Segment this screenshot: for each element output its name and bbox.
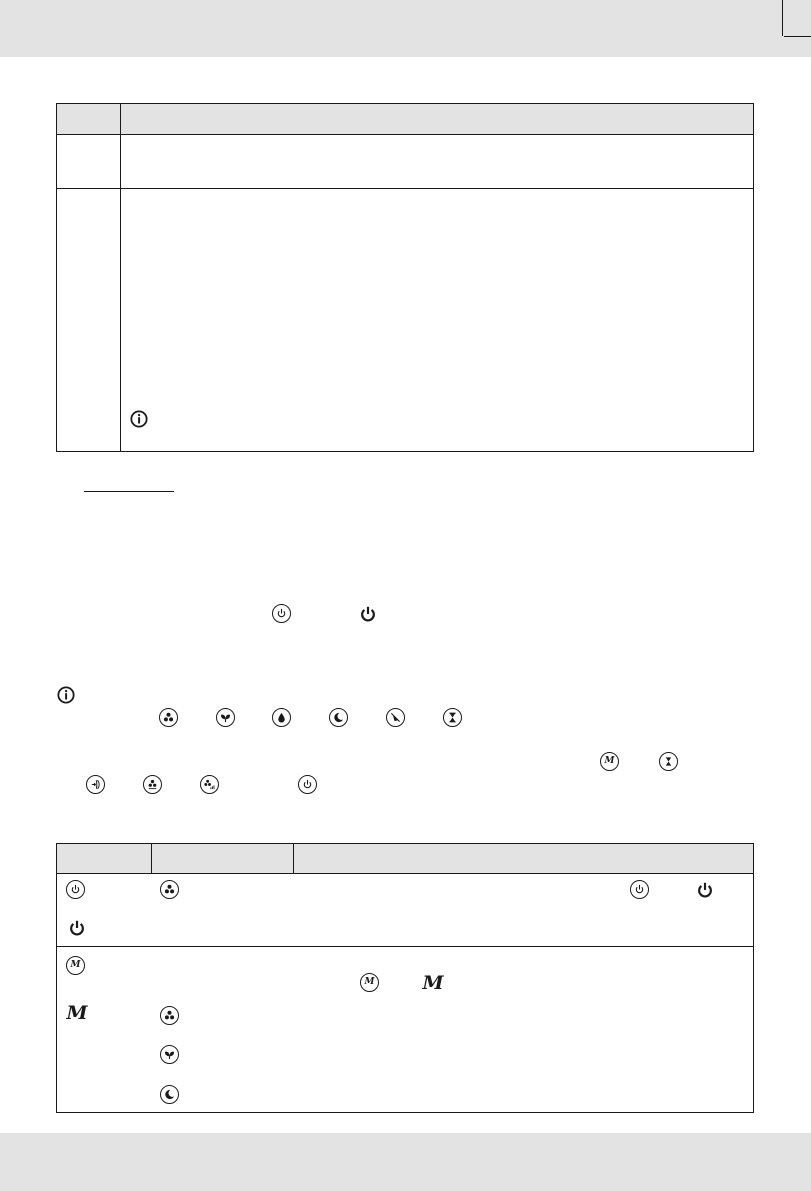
- table-2-header: [57, 844, 753, 874]
- light-off-icon: [386, 708, 405, 727]
- power-button-icon: [66, 880, 85, 899]
- footer-band: [0, 1133, 811, 1191]
- m-indicator-icon: [67, 1003, 87, 1023]
- reset-filter-icon: [86, 775, 105, 794]
- leaf-icon: [160, 1045, 179, 1064]
- power-indicator-icon: [695, 880, 715, 900]
- moon-icon: [160, 1085, 179, 1104]
- table-1-header: [57, 104, 753, 135]
- power-button-icon: [630, 880, 649, 899]
- m-button-letter: M: [70, 960, 81, 970]
- fan-speed-bars-icon: [200, 775, 219, 794]
- table-2-row-divider: [57, 946, 753, 947]
- header-band: [0, 0, 811, 57]
- table-2-header-divider-2: [293, 844, 294, 873]
- table-1: [56, 103, 754, 452]
- info-icon: [56, 685, 76, 705]
- section-heading-underline: [84, 491, 174, 492]
- table-2: [56, 843, 754, 1113]
- timer-icon: [443, 708, 462, 727]
- m-button-letter: M: [604, 756, 615, 766]
- fan-icon: [159, 708, 178, 727]
- fan-icon: [160, 1006, 179, 1025]
- info-icon: [129, 409, 149, 429]
- m-indicator-icon: [423, 973, 443, 993]
- m-button-letter: M: [364, 977, 375, 987]
- m-button-icon: [360, 973, 379, 992]
- power-button-icon: [298, 775, 317, 794]
- table-1-row-divider: [57, 188, 753, 189]
- m-indicator-letter: M: [422, 971, 444, 994]
- m-indicator-letter: M: [66, 1001, 88, 1024]
- m-button-icon: [600, 752, 619, 771]
- droplet-icon: [272, 708, 291, 727]
- crop-mark-horizontal: [784, 36, 811, 37]
- power-indicator-icon: [358, 604, 378, 624]
- fan-icon: [160, 880, 179, 899]
- m-button-icon: [66, 956, 85, 975]
- power-indicator-icon: [67, 918, 87, 938]
- crop-mark-vertical: [782, 0, 783, 36]
- power-button-icon: [272, 604, 291, 623]
- table-1-column-divider: [120, 104, 121, 451]
- timer-icon: [659, 752, 678, 771]
- moon-icon: [329, 708, 348, 727]
- table-2-header-divider-1: [151, 844, 152, 873]
- leaf-icon: [216, 708, 235, 727]
- fan-speed-icon: [143, 775, 162, 794]
